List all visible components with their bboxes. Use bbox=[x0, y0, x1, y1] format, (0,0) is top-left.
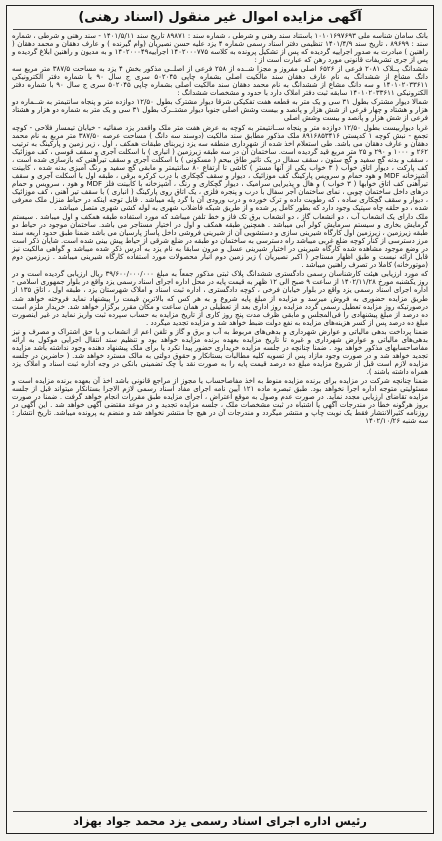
notice-paragraph: ششدانگ پــلاک ۲۰۸۱ فرعی از ۶۵۲۶ اصلی مفروز و مجزا شــده از ۲۵۸ فرعی از اصلــی مذکور بخش ۴ یزد به مساحت ۳۸۷/۵ متر مربع سه دانگ مشاع از ششدانگ به نام عارف دهقان سند مالکیت اصلی بشماره چاپی ۵۰۲۰۴۵ سری ج سال ۹۰ با شماره دفتر الکترونیکی ۱۴۰۱۰۲۰۳۳۶۱۱ و سه دانگ مشاع از ششدانگ به نام محمد دهقان سند مالکیت اصلی بشماره چاپی ۵۰۲۰۴۵ سری ج سال ۹۰ با شماره دفتر الکترونیکی ۱۴۰۱۰۲۰۳۳۶۱۱ سابقه ثبت دفتر املاک دارد با حدود و مشخصات ششدانگ : bbox=[12, 65, 428, 98]
notice-paragraph: غربا دیواربیست بطول ۱۲/۵۰ دوازده متر و پنجاه ســانتیمتر به کوچه به عرض هفت متر ملک واقعدر یزد صفائیه - خیابان تیمسار فلاحی - کوچه تجمع - نبش کوچه ۱ کدپستی ۸۹۱۶۸۵۳۴۱۶ ملک مذکور مطابق سند مالکیت (دوسند سه دانگ ) مساحت عرصه ۳۸۷/۵۰ متر مربع به نام محمد دهقان و عارف دهقان می باشد. طی استعلام اخذ شده از شهرداری منطقه سه یزد زیربنای طبقات همکف ، اول ، زیر زمین و پارکینگ به ترتیب ۲۶۲ و ۱۰۰۰ و ۲۹۰ و ۲۵ متر مربع قید گردیده است. ساختمان آن در سه طبقه زیرزمین ( انباری ) با اسکلت آجری و سقف قوسی ، کف موزائیک ، سقف و بدنه گچ سفید و گچ ستون ، سقف سفال در یک تاثیر طاق بیحم ( مسکونی ) با اسکلت آجری و سقف تیرآهنی که بازسازی شده است ، کف پارکت ، دیوار اتاق خواب ( ۳ خواب یکی از آنها مستر ) کاشی تا ارتفاع ۸۰ سانتیمتر و مابقی گچ سفید و رنگ آمیزی بدنه شده ، کابینت آشپزخانه MDF و هود حمام و سرویس پارکینگ کف موزائیک ، دیوار و سقف گچکاری با درب کرکره برقی ، طبقه اول با اسکلت آجری و سقف تیرآهنی کف اتاق خوابها ( ۳ خواب ) و هال و پذیرایی سرامیک ، دیوار گچکاری و رنگ ، آشپزخانه با کابینت فلز MDF و هود ، سرویس و حمام درهای داخل ساختمان چوبی ، نمای ساختمان آجر سفال با درب و پنجره فلزی ، یک اتاق روی پارکینگ ( انباری ) با سقف تیر آهنی ، کف موزائیک ، دیوار و سقف گچکاری ساده ، که رطوبت داده و ترک خورده و درب ورودی آن با گرد پله میباشد . قابل توجه اینکه در حیاط منزل ملک معرفی شده ، دو حلقه چاه سپتیک وجود دارد که بطور کامل پر شده و از طریق شبکه فاضلاب شهری به لوله کشی شهری متصل میباشد . bbox=[12, 123, 429, 212]
notice-paragraph: شمالا دیوار مشترک بطول ۳۱ سی و یک متر به قطعه هفت تفکیکی شرقا دیوار مشترک بطول ۱۲/۵۰ دوازده متر و پنجاه سانتیمتر به شــماره دو هزار و هشتاد و چهار فرعی از شش هزار و پانصد و بیست وشش اصلی جنوبا دیوار مشتــرک بطول ۳۱ سی و یک متر به شماره دو هزار و هشتاد فرعی از شش هزار و پانصد و بیست وشش اصلی bbox=[12, 98, 428, 123]
notice-title: آگهی مزایده اموال غیر منقول (اسناد رهنی) bbox=[13, 9, 427, 30]
auction-notice bbox=[6, 5, 434, 834]
notice-paragraph: ضمنا چنانچه شرکت در مزایده برای برنده مزایده منوط به اخذ مفاصاحساب یا مجوز از مراجع قانونی باشد اخذ آن بعهده برنده مزایده است و مسئولیتی متوجه اداره اجرا نخواهد بود. طبق تبصره ماده ۱۲۱ آیین نامه اجرای مفاد اسناد رسمی لازم الاجرا بستانکار میتواند قبل از جلسه مزایده تقاضای ارزیابی مجدد نماید. در صورت عدم وصول به موقع اعتراض ، اجرای مزایده طبق مقررات انجام خواهد گرفت . ضمنا در صورت بروز هرگونه خطا در مندرجات آگهی یا اشتباه در ثبت مشخصات ملک ، جلسه مزایده تجدید و در موعد مقتضی آگهی خواهد شد . این آگهی در روزنامه کثیرالانتشار فقط یک نوبت چاپ و منتشر میگردد و مندرجات آن در هیچ جا منتشر نخواهد شد و منضم به پرونده میباشد. تاریخ انتشار : سه شنبه ۱۴۰۲/۱۰/۲۶ bbox=[12, 376, 428, 426]
notice-paragraph: که مورد ارزیابی هیئت کارشناسان رسمی دادگستری ششدانگ پلاک ثبتی مذکور جمعاً به مبلغ ۳۹/۶۰۰/۰۰۰/۰۰۰ ریال ارزیابی گردیده است و در روز یکشنبه مورخ ۱۴۰۲/۱۱/۲۸ از ساعت ۹ صبح الی ۱۲ ظهر به قیمت پایه در محل اداره اجرای اسناد رسمی یزد واقع در بلوار جمهوری اسلامی - اداره اجرای اسناد رسمی یزد واقع در بلوار خیابان فرخی ، کوچه دادگستری ، اداره ثبت اسناد و املاک شهرستان یزد ، طبقه اول ، اتاق ۱۳۵ از طریق مزایده حضوری به فروش میرسد و مزایده از مبلغ پایه شروع و به هر کس که بالاترین قیمت را پیشنهاد نماید فروخته خواهد شد. درصورتیکه روز مزایده تعطیل رسمی گردد مزایده روز اداری بعد از تعطیلی در همان ساعت و مکان مقرر برگزار خواهد شد. خریدار ملزم است ده درصد از مبلغ پیشنهادی را فی‌المجلس و مابقی ظرف مدت پنج روز کاری از تاریخ مزایده به حساب سپرده ثبت واریز نماید در غیر اینصورت مبلغ ده درصد پس از کسر هزینه‌های مزایده به نفع دولت ضبط خواهد شد و مزایده تجدید میگردد . bbox=[12, 270, 428, 327]
signature-line: رئیس اداره اجرای اسناد رسمی یزد محمد جواد بهزاد bbox=[13, 811, 427, 829]
notice-body bbox=[12, 32, 428, 425]
notice-paragraph: ملک دارای یک انشعاب آب ، دو انشعاب گاز ، دو انشعاب برق تک فاز و خط تلفن میباشد که مورد استفاده طبقه همکف و اول میباشد . سیستم گرمایش بخاری و سیستم سرمایش کولر آبی میباشد . همچنین طبقه همکف و اول در اختیار مستاجر می باشد. ساختمان موجود در حیاط دو طبقه زیرزمین ، زیرزمین اول کارگاه شیرینی سازی و دستشویی آن از شیرینی فروشی داخل پاساژ پارسیان می باشد ضمنا طبق حدود اربعه سند مرز دسترسی از کنار کوچه ضلع غربی میباشد راه دسترسی به ساختمان دو طبقه در ضلع شرقی از حیاط پیش بینی شده است. شایان ذکر است در وضع موجود مشاهده شده کارگاه شیرینی در اختیار شیرینی عسل و مرون سابقا به نام یزد به آدرس ذکر شده میباشد و گواهی مالکیت نیز قابل ارائه نیست و طبق اظهار مستاجر ( اکبر نصیریان ) زیر زمین دوم انبار محصولات مورد استفاده کارگاه شیرینی میباشد . زیرزمین دوم (موتورخانه) کاملا در تصرف راهنین میباشد . bbox=[12, 213, 428, 270]
notice-paragraph: بانک سامان شناسه ملی ۱۰۱۰۱۶۹۷۶۹۳ باستناد سند رهنی و شرطی ، شماره سند : ۸۹۸۷۱ تاریخ سند ۱۴۰۱/۵/۱۱ - سند رهنی و شرطی ، شماره سند : ۸۹۶۹۹ ، تاریخ سند ۱۴۰۱/۴/۹ تنظیمی دفتر اسناد رسمی شماره ۴ یزد علیه حسن نصیریان (وام گیرنده ) و عارف دهقان و محمد دهقان ( راهنین ) مبادرت به صدور اجراییه گردیده که پس از تشکیل پرونده به کلاسه ۱۴۰۲۰۰۰۷۷۵ اجراییه۱۴۰۲۰۰۰۴۹ و به مدیون و راهنین ابلاغ گردیده و پس از جری تشریفات قانونی مورد رهن که عبارت است از : bbox=[12, 32, 428, 65]
notice-paragraph: ضمنا پرداخت بدهی مالیاتی و عوارض شهرداری و بدهی‌های مربوط به آب و برق و گاز و تلفن اعم از انشعاب و یا حق اشتراک و مصرف و نیز بدهی‌های مالیاتی و عوارض شهرداری و غیره تا تاریخ مزایده بعهده برنده مزایده خواهد بود و تنظیم سند انتقال اجرایی موکول به ارائه مفاصاحسابهای مذکور خواهد بود . ضمنا چنانچه در جلسه مزایده خریداری حضور پیدا نکرد یا برای ملک پیشنهاد دهنده وجود نداشته باشد مزایده تجدید خواهد شد و در صورت وجود مازاد پس از تسویه کلیه مطالبات بستانکار و حقوق دولتی به مالک مسترد خواهد شد. ( حاضرین در جلسه مزایده لازم است قبل از شروع مزایده مبلغ ده درصد قیمت پایه را به صورت نقد یا چک تضمینی بانکی در وجه اداره ثبت اسناد و املاک یزد همراه داشته باشند ). bbox=[12, 327, 428, 376]
